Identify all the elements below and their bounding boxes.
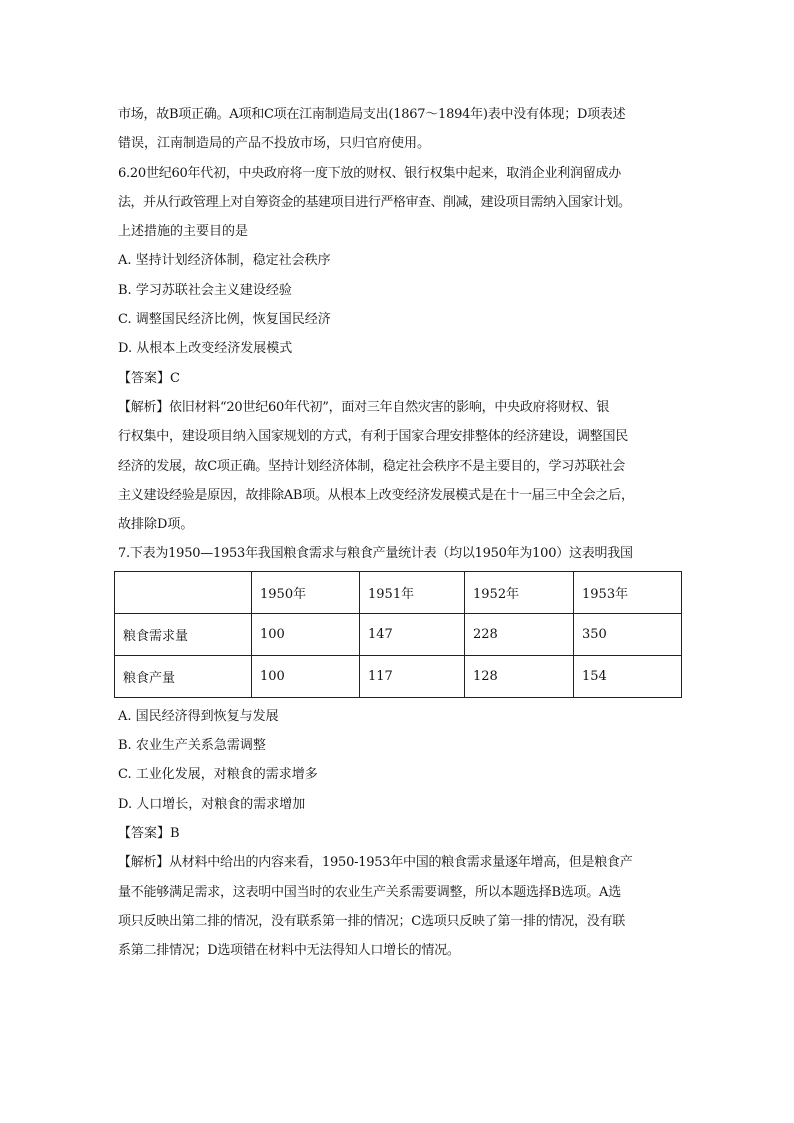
q6-analysis-line: 行权集中，建设项目纳入国家规划的方式，有利于国家合理安排整体的经济建设，调整国民 (118, 429, 629, 445)
q7-stem: 7.下表为1950—1953年我国粮食需求与粮食产量统计表（均以1950年为100）这表明我国 (118, 546, 633, 562)
q7-option-d: D. 人口增长，对粮食的需求增加 (118, 796, 306, 812)
table-cell: 100 (252, 613, 360, 655)
table-header-cell: 1952年 (465, 571, 574, 613)
q7-analysis-line: 量不能够满足需求，这表明中国当时的农业生产关系需要调整，所以本题选择B选项。A选 (118, 884, 621, 900)
table-cell: 154 (574, 655, 682, 697)
table-cell: 117 (360, 655, 465, 697)
table-cell: 350 (574, 613, 682, 655)
q5-analysis-line: 市场，故B项正确。A项和C项在江南制造局支出(1867～1894年)表中没有体现；D项表述 (118, 107, 626, 122)
table-header-cell (115, 571, 252, 613)
q6-option-b: B. 学习苏联社会主义建设经验 (118, 282, 292, 298)
q6-stem-line: 上述措施的主要目的是 (118, 224, 249, 240)
q6-answer: 【答案】C (118, 370, 180, 386)
q6-analysis-line: 故排除D项。 (118, 517, 194, 533)
document-content (118, 100, 688, 965)
q7-option-b: B. 农业生产关系急需调整 (118, 738, 266, 754)
q7-option-c: C. 工业化发展，对粮食的需求增多 (118, 767, 318, 783)
q6-analysis-line: 【解析】依旧材料“20世纪60年代初”，面对三年自然灾害的影响，中央政府将财权、银 (118, 399, 610, 415)
table-header-cell: 1950年 (252, 571, 360, 613)
q6-analysis-line: 主义建设经验是原因，故排除AB项。从根本上改变经济发展模式是在十一届三中全会之后， (118, 487, 634, 503)
table-header-row (115, 571, 682, 613)
q6-analysis-line: 经济的发展，故C项正确。坚持计划经济体制，稳定社会秩序不是主要目的，学习苏联社会 (118, 458, 625, 474)
q7-analysis-line: 【解析】从材料中给出的内容来看，1950-1953年中国的粮食需求量逐年增高，但是粮食产 (118, 855, 633, 871)
table-cell: 147 (360, 613, 465, 655)
q7-option-a: A. 国民经济得到恢复与发展 (118, 708, 279, 724)
q7-answer: 【答案】B (118, 825, 180, 841)
q6-option-d: D. 从根本上改变经济发展模式 (118, 341, 293, 357)
q6-stem-line: 法，并从行政管理上对自筹资金的基建项目进行严格审查、削减，建设项目需纳入国家计划。 (118, 194, 631, 210)
table-row (115, 613, 682, 655)
q6-option-c: C. 调整国民经济比例，恢复国民经济 (118, 312, 331, 328)
table-cell: 100 (252, 655, 360, 697)
q7-analysis-line: 项只反映出第二排的情况，没有联系第一排的情况；C选项只反映了第一排的情况，没有联 (118, 913, 625, 929)
q7-analysis-line: 系第二排情况；D选项错在材料中无法得知人口增长的情况。 (118, 943, 460, 959)
table-cell: 128 (465, 655, 574, 697)
table-row-label: 粮食产量 (115, 655, 252, 697)
table-cell: 228 (465, 613, 574, 655)
table-header-cell: 1953年 (574, 571, 682, 613)
q6-option-a: A. 坚持计划经济体制，稳定社会秩序 (118, 253, 331, 269)
q6-stem-line: 6.20世纪60年代初，中央政府将一度下放的财权、银行权集中起来，取消企业利润留成办 (118, 165, 621, 181)
q5-analysis-line: 错误，江南制造局的产品不投放市场，只归官府使用。 (118, 136, 431, 152)
table-row-label: 粮食需求量 (115, 613, 252, 655)
grain-statistics-table (114, 571, 682, 698)
table-row (115, 655, 682, 697)
table-header-cell: 1951年 (360, 571, 465, 613)
